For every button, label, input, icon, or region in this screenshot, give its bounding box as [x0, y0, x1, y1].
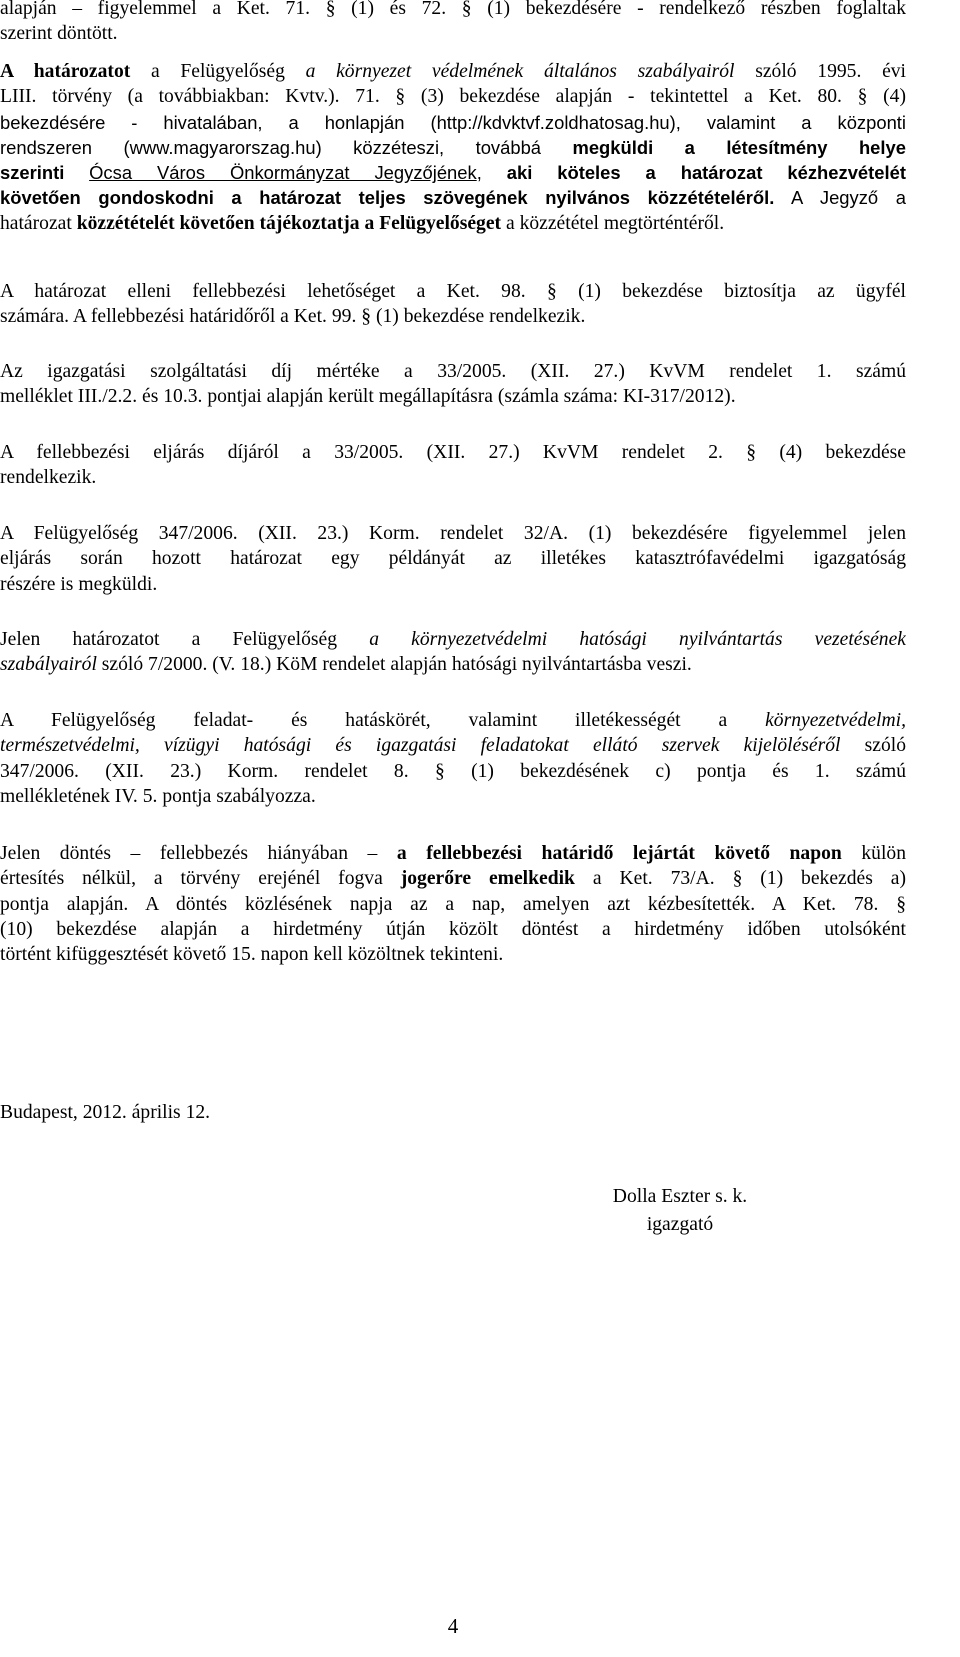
bold-text: megküldi a létesítmény helye: [572, 136, 906, 158]
text-line: melléklet III./2.2. és 10.3. pontjai alapján került megállapításra (számla száma: KI-317/2012).: [0, 386, 736, 408]
text-line: [0, 160, 906, 185]
text-span: határozat: [0, 212, 77, 234]
text-line: történt kifüggesztését követő 15. napon kell közöltnek tekinteni.: [0, 944, 504, 966]
text-line: A határozat elleni fellebbezési lehetőséget a Ket. 98. § (1) bekezdése biztosítja az ügyfél: [0, 281, 906, 302]
italic-text: környezetvédelmi,: [765, 710, 906, 731]
bold-text: aki köteles a határozat kézhezvételét: [506, 162, 906, 184]
text-line: [0, 866, 906, 891]
paragraph-finality: [0, 841, 906, 967]
text-span: A Felügyelőség feladat- és hatáskörét, valamint illetékességét a: [0, 710, 766, 731]
bold-text: jogerőre emelkedik: [400, 868, 575, 890]
italic-text: a környezet védelmének általános szabályairól: [305, 61, 735, 82]
text-line: [0, 59, 906, 84]
text-line: [0, 841, 906, 866]
document-date: Budapest, 2012. április 12.: [0, 1102, 211, 1123]
text-span: értesítés nélkül, a törvény erejénél fogva: [0, 868, 401, 890]
text-span: Jelen határozatot a Felügyelőség: [0, 629, 370, 650]
text-span: szóló: [840, 735, 906, 757]
paragraph-decision-basis: [0, 0, 906, 47]
text-line: A Felügyelőség 347/2006. (XII. 23.) Korm. rendelet 32/A. (1) bekezdésére figyelemmel jelen: [0, 523, 906, 544]
paragraph-disaster-management: [0, 521, 906, 597]
paragraph-appeal-fee: [0, 440, 906, 491]
text-span: Jelen döntés – fellebbezés hiányában –: [0, 843, 397, 864]
text-line: [0, 185, 906, 210]
signatory-title: igazgató: [646, 1214, 714, 1235]
paragraph-competence: [0, 708, 906, 809]
bold-text: a fellebbezési határidő lejártát követő napon: [396, 843, 842, 864]
text-span: rendszeren (www.magyarorszag.hu) közzéteszi, továbbá: [0, 136, 573, 158]
text-line: [0, 708, 906, 733]
text-span: a Felügyelőség: [130, 61, 306, 82]
text-line: [0, 733, 906, 758]
paragraph-appeal-right: [0, 279, 906, 330]
text-line: rendelkezik.: [0, 467, 97, 489]
italic-text: természetvédelmi, vízügyi hatósági és igazgatási feladatokat ellátó szervek kijelöléséről: [0, 735, 841, 757]
paragraph-registry: [0, 627, 906, 678]
bold-text: követően gondoskodni a határozat teljes szövegének nyilvános közzétételéről.: [0, 187, 775, 209]
text-span: A Jegyző a: [774, 187, 906, 209]
text-span: a közzététel megtörténtéről.: [501, 212, 725, 234]
paragraph-publication: [0, 59, 906, 236]
text-line: A fellebbezési eljárás díjáról a 33/2005. (XII. 27.) KvVM rendelet 2. § (4) bekezdése: [0, 442, 906, 463]
text-span: szóló 7/2000. (V. 18.) KöM rendelet alapján hatósági nyilvántartásba veszi.: [96, 654, 692, 676]
paragraph-service-fee: [0, 359, 906, 410]
text-line: eljárás során hozott határozat egy példányát az illetékes katasztrófavédelmi igazgatóság: [0, 548, 906, 570]
text-line: [0, 652, 906, 677]
signatory-name: Dolla Eszter s. k.: [612, 1186, 748, 1207]
text-line: számára. A fellebbezési határidőről a Ket. 99. § (1) bekezdése rendelkezik.: [0, 306, 586, 328]
text-line: mellékletének IV. 5. pontja szabályozza.: [0, 785, 316, 807]
text-line: LIII. törvény (a továbbiakban: Kvtv.). 71. § (3) bekezdése alapján - tekintettel a Ket. 80. § (4): [0, 86, 906, 108]
text-line: 347/2006. (XII. 23.) Korm. rendelet 8. § (1) bekezdésének c) pontja és 1. számú: [0, 760, 906, 782]
bold-text: közzétételét követően tájékoztatja a Felügyelőséget: [76, 212, 502, 234]
text-line: szerint döntött.: [0, 23, 118, 45]
page-number: 4: [447, 1614, 459, 1638]
text-line: pontja alapján. A döntés közlésének napja az a nap, amelyen azt kézbesítették. A Ket. 78. §: [0, 893, 906, 915]
italic-text: a környezetvédelmi hatósági nyilvántartás vezetésének: [369, 629, 906, 650]
text-span: szóló 1995. évi: [734, 61, 906, 82]
text-span: külön: [841, 843, 906, 864]
text-line: (10) bekezdése alapján a hirdetmény útján közölt döntést a hirdetmény időben utolsóként: [0, 918, 906, 940]
text-line: Az igazgatási szolgáltatási díj mértéke a 33/2005. (XII. 27.) KvVM rendelet 1. számú: [0, 361, 906, 382]
text-line: [0, 135, 906, 160]
text-line: bekezdésére - hivatalában, a honlapján (http://kdvktvf.zoldhatosag.hu), valamint a központi: [0, 111, 906, 133]
text-line: [0, 627, 906, 652]
bold-text: A határozatot: [0, 61, 131, 82]
underlined-text: Ócsa Város Önkormányzat Jegyzőjének: [89, 162, 477, 184]
text-line: [0, 211, 906, 236]
text-span: a Ket. 73/A. § (1) bekezdés a): [574, 868, 906, 890]
italic-text: szabályairól: [0, 654, 97, 676]
text-line: részére is megküldi.: [0, 573, 158, 595]
signature-block: [580, 1183, 780, 1239]
text-line: alapján – figyelemmel a Ket. 71. § (1) és 72. § (1) bekezdésére - rendelkező részben foglaltak: [0, 0, 906, 19]
bold-text: szerinti: [0, 162, 65, 184]
text-span: ,: [476, 162, 507, 184]
